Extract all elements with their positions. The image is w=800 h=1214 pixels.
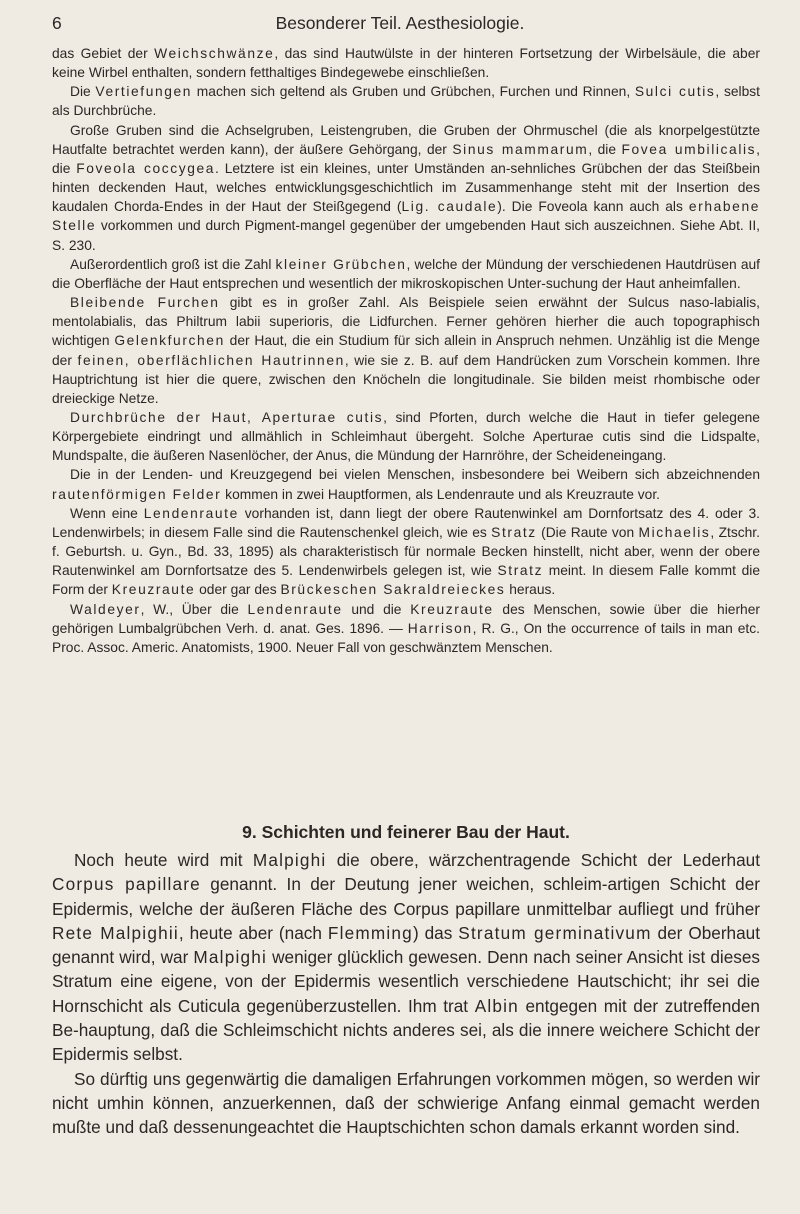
- emphasized-text: Sinus mammarum: [452, 141, 589, 157]
- text-run: Außerordentlich groß ist die Zahl: [70, 256, 276, 272]
- text-run: gibt es in großer Zahl. Als Beispiele seien erwähnt der Sulcus naso-labialis, mentolabialis, das Philtrum labii superioris, die Lidfurchen. Ferner gehören hierher die auch topographisch wichtigen: [52, 295, 760, 349]
- emphasized-text: rautenförmigen Felder: [52, 486, 222, 502]
- running-title: Besonderer Teil. Aesthesiologie.: [275, 13, 525, 33]
- emphasized-text: Corpus papillare: [52, 874, 201, 895]
- text-run: , sind Pforten, durch welche die Haut in tiefer gelegene Körpergebiete eindringt und allmählich in Schleimhaut übergeht. Solche Aperturae cutis sind die Lidspalte, Mundspalte, die äußeren Nasenlöcher, der Anus, die Mündung der Harnröhre, der Scheideneingang.: [52, 409, 760, 464]
- emphasized-text: Kreuzraute: [410, 601, 494, 617]
- emphasized-text: Bleibende Furchen: [70, 295, 220, 311]
- text-run: der Oberhaut genannt wird, war: [52, 922, 761, 968]
- emphasized-text: Kreuzraute: [111, 582, 196, 598]
- text-run: vorhanden ist, dann liegt der obere Rautenwinkel am Dornfortsatz des 4. oder 3. Lendenwirbels; in diesem Falle sind die Rautenschenkel gleich, wie es: [52, 505, 761, 540]
- text-run: , selbst als Durchbrüche.: [52, 84, 760, 119]
- text-run: , die: [52, 141, 760, 176]
- paragraph: [52, 465, 760, 503]
- emphasized-text: Stratum germinativum: [458, 922, 652, 943]
- emphasized-text: erhabene Stelle: [52, 199, 760, 234]
- text-run: vorkommen und durch Pigment-mangel gegenüber der umgebenden Haut sich auszeichnen. Siehe Abt. II, S. 230.: [52, 218, 760, 253]
- paragraph: [52, 82, 760, 120]
- text-run: ) das: [412, 922, 459, 943]
- paragraph: [52, 600, 760, 657]
- emphasized-text: Waldeyer: [70, 601, 141, 617]
- text-run: , welche der Mündung der verschiedenen Hautdrüsen auf die Oberfläche der Haut entsprechen und wesentlich der mikroskopischen Unter-suchung der Haut anheimfallen.: [52, 256, 760, 291]
- main-text-body: [52, 848, 760, 1140]
- text-run: , das sind Hautwülste in der hinteren Fortsetzung der Wirbelsäule, die aber keine Wirbel enthalten, sondern fetthaltiges Bindegewebe einschließen.: [52, 46, 760, 81]
- emphasized-text: Stratz: [497, 563, 544, 579]
- emphasized-text: kleiner Grübchen: [275, 256, 407, 272]
- paragraph: [52, 504, 760, 600]
- emphasized-text: feinen, oberflächlichen Hautrinnen: [77, 352, 345, 368]
- emphasized-text: Fovea umbilicalis: [621, 141, 757, 157]
- emphasized-text: Albin: [474, 995, 519, 1016]
- text-run: die obere, wärzchentragende Schicht der Lederhaut: [326, 850, 760, 870]
- section-heading: 9. Schichten und feinerer Bau der Haut.: [242, 822, 570, 842]
- emphasized-text: Lig. caudale: [401, 199, 498, 215]
- paragraph: [52, 848, 760, 1067]
- page-header: [52, 10, 748, 36]
- emphasized-text: Malpighi: [252, 850, 327, 870]
- text-run: , W., Über die: [140, 601, 248, 617]
- page-number: 6: [52, 13, 62, 33]
- emphasized-text: Stratz: [491, 524, 537, 540]
- text-run: heraus.: [505, 582, 556, 598]
- text-run: meint. In diesem Falle kommt die Form der: [52, 563, 761, 598]
- text-run: ). Die Foveola kann auch als: [497, 199, 689, 215]
- text-run: das Gebiet der: [52, 46, 155, 61]
- text-run: entgegen mit der zutreffenden Be-hauptung, daß die Schleimschicht nichts anderes sei, als die innere weichere Schicht der Epidermis selbst.: [52, 995, 760, 1065]
- text-run: oder gar des: [195, 582, 281, 598]
- paragraph: [52, 293, 760, 408]
- small-print-body: [52, 44, 760, 657]
- text-run: genannt. In der Deutung jener weichen, schleim-artigen Schicht der Epidermis, welche der äußeren Fläche des Corpus papillare unmittelbar aufliegt und früher: [52, 874, 760, 919]
- text-run: der Haut, die ein Studium für sich allein in Anspruch nehmen. Unzählig ist die Menge der: [52, 333, 760, 368]
- text-run: , R. G., On the occurrence of tails in man etc. Proc. Assoc. Americ. Anatomists, 1900. Neuer Fall von geschwänztem Menschen.: [52, 620, 760, 655]
- paragraph: [52, 121, 760, 255]
- text-run: , die: [588, 141, 622, 157]
- emphasized-text: Lendenraute: [143, 505, 239, 521]
- emphasized-text: Foveola coccygea: [76, 160, 216, 176]
- emphasized-text: Flemming: [327, 922, 413, 943]
- paragraph: [52, 44, 760, 82]
- emphasized-text: Rete Malpighii: [52, 922, 179, 943]
- text-run: (Die Raute von: [536, 524, 639, 540]
- text-run: und die: [342, 601, 411, 617]
- text-run: . Letztere ist ein kleines, unter Umständen an-sehnliches Grübchen der das Steißbein hinten deckenden Haut, welches entwicklungsgeschichtlich im Zusammenhange steht mit der Insertion des kaudalen Chorda-Endes in der Haut der Steißgegend (: [52, 160, 760, 215]
- emphasized-text: Malpighi: [193, 947, 268, 968]
- text-run: des Menschen, sowie über die hierher gehörigen Lumbalgrübchen Verh. d. anat. Ges. 1896. —: [52, 601, 760, 636]
- paragraph: [52, 1067, 760, 1140]
- emphasized-text: Harrison: [407, 620, 473, 636]
- emphasized-text: Weichschwänze: [154, 46, 275, 61]
- paragraph: [52, 408, 760, 465]
- text-run: , Ztschr. f. Geburtsh. u. Gyn., Bd. 33, 1895) als charakteristisch für normale Becken hinstellt, nicht aber, wenn der obere Rautenwinkel am Dornfortsatze des 5. Lendenwirbels gelegen ist, wie: [52, 524, 760, 579]
- text-run: So dürftig uns gegenwärtig die damaligen Erfahrungen vorkommen mögen, so werden wir nicht umhin können, anzuerkennen, daß der schwierige Anfang einmal gemacht werden mußte und daß dessenungeachtet die Hauptschichten schon damals erkannt worden sind.: [52, 1068, 760, 1138]
- emphasized-text: Sulci cutis: [634, 84, 716, 100]
- text-run: machen sich geltend als Gruben und Grübchen, Furchen und Rinnen,: [192, 84, 635, 100]
- text-run: , wie sie z. B. auf dem Handrücken zum Vorschein kommen. Ihre Hauptrichtung ist hier die quere, zwischen den Knöcheln die longitudinale. Sie bilden meist rhombische oder dreieckige Netze.: [52, 352, 760, 406]
- text-run: Große Gruben sind die Achselgruben, Leistengruben, die Gruben der Ohrmuschel (die als knorpelgestützte Hautfalte betrachtet werden kann), der äußere Gehörgang, der: [52, 122, 760, 157]
- text-run: kommen in zwei Hauptformen, als Lendenraute und als Kreuzraute vor.: [221, 486, 661, 502]
- emphasized-text: Michaelis: [638, 524, 711, 540]
- emphasized-text: Lendenraute: [247, 601, 343, 617]
- emphasized-text: Durchbrüche der Haut, Aperturae cutis: [70, 409, 384, 425]
- emphasized-text: Gelenkfurchen: [114, 333, 225, 349]
- text-run: Die in der Lenden- und Kreuzgegend bei vielen Menschen, insbesondere bei Weibern sich abzeichnenden: [70, 467, 760, 483]
- text-run: Die: [70, 84, 96, 100]
- emphasized-text: Vertiefungen: [95, 84, 193, 100]
- text-run: weniger glücklich gewesen. Denn nach seiner Ansicht ist dieses Stratum eine eigene, von der Epidermis wesentlich verschiedene Hautschicht; ihr sei die Hornschicht als Cuticula gegenüberzustellen. Ihm trat: [52, 947, 760, 1016]
- emphasized-text: Brückeschen Sakraldreieckes: [280, 582, 506, 598]
- paragraph: [52, 255, 760, 293]
- text-run: Noch heute wird mit: [74, 850, 253, 870]
- text-run: , heute aber (nach: [178, 922, 328, 943]
- text-run: Wenn eine: [70, 505, 144, 521]
